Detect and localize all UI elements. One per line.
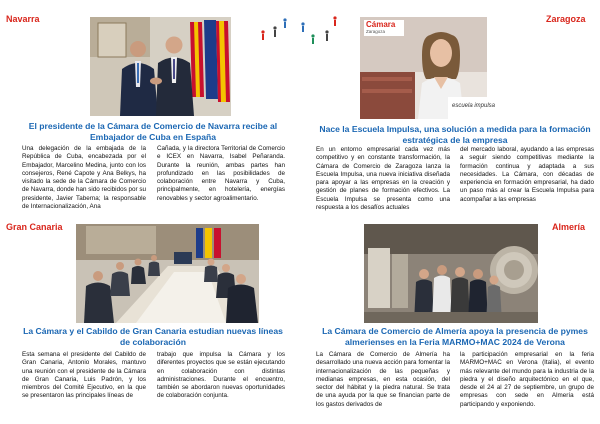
article-body-gran-canaria-col1: Esta semana el presidente del Cabildo de Gran Canaria, Antonio Morales, mantuvo una reunión con el presidente de la Cámara de Gran Canaria, Luis Padrón, y los miembros del Comité Ejecutivo, en la que se presentaron las principales líneas de <box>22 351 146 400</box>
article-body-almeria-col2: la participación empresarial en la feria MARMO+MAC en Verona (Italia), el evento más relevante del mundo para la industria de la piedra y el diseño arquitectónico en el que, desde el 24 al 27 de septiembre, un grupo de empresas con sede en Almería está participando y exponiendo. <box>460 351 594 408</box>
region-label-zaragoza: Zaragoza <box>546 14 586 24</box>
article-body-zaragoza-col2: del mercado laboral, ayudando a las empresas a seguir siendo competitivas mediante la formación continua y adaptada a sus necesidades. La Cámara, con décadas de experiencia en formación empresarial, ha dado un paso más al crear la Escuela Impulsa para acompañar a las empresas <box>460 146 594 203</box>
region-label-navarra: Navarra <box>6 14 40 24</box>
camara-logo <box>364 20 404 36</box>
article-body-navarra-col1: Una delegación de la embajada de la República de Cuba, encabezada por el Embajador, Marcelino Medina, junto con los consejeros, René Capote y Ana Belkys, ha visitado la sede de la Cámara de Comercio de Navarra, donde han sido recibidos por su presidente, Javier Taberna; la responsable de Internacionalización, Ana <box>22 145 146 211</box>
camara-logo-subtext: Zaragoza <box>366 29 386 34</box>
region-label-almeria: Almería <box>552 222 586 232</box>
article-body-navarra-col2: Cañada, y la directora Territorial de Comercio e ICEX en Navarra, Isabel Peñaranda. Durante la reunión, ambas partes han profundizado en las posibilidades de colaboración entre Navarra y Cuba, principalmente, en hotelería, energías renovables y sector agroalimentario. <box>157 145 285 202</box>
article-body-gran-canaria-col2: trabajo que impulsa la Cámara y los diferentes proyectos que se están ejecutando en colaboración con distintas administraciones. Durante el encuentro, también se abordaron nuevas oportunidades de colaboración conjunta. <box>157 351 285 400</box>
photo-almeria-marmomac <box>364 224 538 323</box>
article-body-zaragoza-col1: En un entorno empresarial cada vez más competitivo y en constante transformación, la Cámara de Comercio de Zaragoza lanza la Escuela Impulsa, una nueva iniciativa diseñada para apoyar a las empresas en la creación y gestión de planes de formación efectivos. La Escuela Impulsa se presenta como una respuesta a los desafíos actuales <box>316 146 450 212</box>
region-label-gran-canaria: Gran Canaria <box>6 222 63 232</box>
photo-gran-canaria-meeting <box>76 224 259 323</box>
article-title-navarra: El presidente de la Cámara de Comercio de Navarra recibe al Embajador de Cuba en España <box>28 121 278 142</box>
escuela-impulsa-banner: escuela impulsa <box>452 103 496 109</box>
article-title-gran-canaria: La Cámara y el Cabildo de Gran Canaria estudian nuevas líneas de colaboración <box>23 326 283 347</box>
camara-logo-text: Cámara <box>366 20 396 29</box>
photo-navarra-meeting <box>90 17 231 116</box>
decorative-people-figures <box>255 14 345 48</box>
article-title-zaragoza: Nace la Escuela Impulsa, una solución a medida para la formación estratégica de la empresa <box>319 124 591 145</box>
article-body-almeria-col1: La Cámara de Comercio de Almería ha desarrollado una nueva acción para fomentar la internacionalización de las pequeñas y medianas empresas, en esta ocasión, del sector del hábitat y la piedra natural. Se trata de una ayuda por la que se financian parte de los gastos derivados de <box>316 351 450 408</box>
article-title-almeria: La Cámara de Comercio de Almería apoya la presencia de pymes almerienses en la Feria MARMO+MAC 2024 de Verona <box>322 326 588 347</box>
